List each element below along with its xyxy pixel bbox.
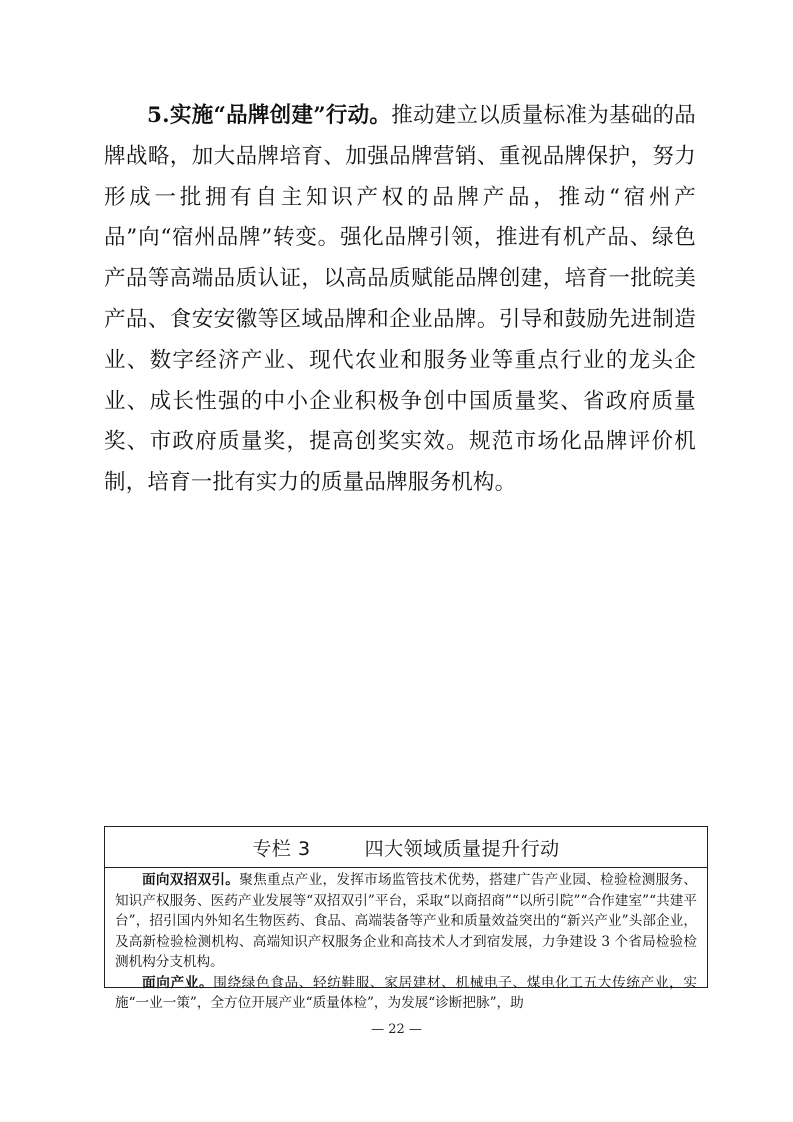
column-label: 专栏 3	[252, 837, 311, 860]
column-item-text: 聚焦重点产业，发挥市场监管技术优势，搭建广告产业园、检验检测服务、知识产权服务、医药产业发展等“双招双引”平台，采取“以商招商”“以所引院”“合作建室”“共建平台”，招引国内外知名生物医药、食品、高端装备等产业和质量效益突出的“新兴产业”头部企业，及高新检验检测机构、高端知识产权服务企业和高技术人才到宿发展，力争建设 3 个省局检验检测机构分支机构。	[115, 872, 698, 970]
main-paragraph	[104, 96, 696, 504]
column-box	[104, 826, 708, 1011]
column-title-row	[105, 827, 707, 868]
column-item-heading: 面向产业。	[142, 974, 214, 991]
column-item	[115, 973, 697, 1014]
column-title: 四大领域质量提升行动	[364, 837, 560, 860]
column-item-heading: 面向双招双引。	[142, 872, 240, 888]
page-number: — 22 —	[371, 1022, 422, 1037]
paragraph-heading: 5.实施“品牌创建”行动。	[147, 103, 392, 128]
column-item	[115, 870, 697, 973]
column-item-text: 围绕绿色食品、轻纺鞋服、家居建材、机械电子、煤电化工五大传统产业，实施“一业一策”，全方位开展产业“质量体检”，为发展“诊断把脉”，助	[115, 974, 698, 1011]
column-body	[105, 868, 707, 1014]
paragraph-body: 推动建立以质量标准为基础的品牌战略，加大品牌培育、加强品牌营销、重视品牌保护，努力形成一批拥有自主知识产权的品牌产品，推动“宿州产品”向“宿州品牌”转变。强化品牌引领，推进有机产品、绿色产品等高端品质认证，以高品质赋能品牌创建，培育一批皖美产品、食安安徽等区域品牌和企业品牌。引导和鼓励先进制造业、数字经济产业、现代农业和服务业等重点行业的龙头企业、成长性强的中小企业积极争创中国质量奖、省政府质量奖、市政府质量奖，提高创奖实效。规范市场化品牌评价机制，培育一批有实力的质量品牌服务机构。	[104, 103, 696, 496]
